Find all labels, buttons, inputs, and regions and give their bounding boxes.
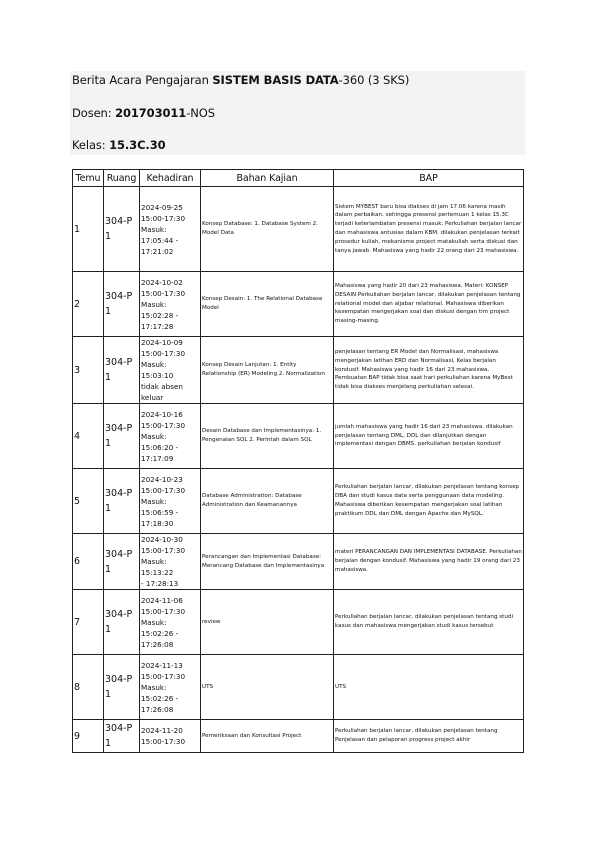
- kehadiran-line: 2024-11-13: [141, 660, 183, 670]
- bap-cell: Mahasiswa yang hadir 20 dari 23 mahasiswa. Materi: KONSEP DESAIN Perkuliahan berjalan lancar, dilakukan penjelasan tentang relational model dan aljabar relational. Mahasiswa diberikan kesempatan mengerjakan soal dan diskusi dengan tim project masing-masing.: [334, 272, 524, 337]
- kehadiran-line: 2024-11-06: [141, 595, 183, 605]
- table-row: [73, 272, 524, 337]
- table-body: [73, 187, 524, 753]
- kehadiran-cell: [140, 655, 201, 720]
- kehadiran-line: 15:00-17:30: [141, 606, 186, 616]
- temu-cell: 6: [73, 534, 104, 590]
- bap-cell: materi PERANCANGAN DAN IMPLEMENTASI DATABASE. Perkuliahan berjalan dengan kondusif. Mahasiswa yang hadir 19 orang dari 23 mahasiswa.: [334, 534, 524, 590]
- kehadiran-line: 15:00-17:30: [141, 420, 186, 430]
- kehadiran-line: Masuk:: [141, 682, 167, 692]
- kehadiran-line: tidak absen: [141, 382, 183, 391]
- temu-cell: 7: [73, 590, 104, 655]
- bahan-kajian-cell: Desain Database dan Implementasinya: 1. Pengenalan SQL 2. Perintah dalam SQL: [201, 404, 334, 469]
- kehadiran-line: 2024-10-16: [141, 409, 183, 419]
- kehadiran-line: 17:26:08: [141, 704, 174, 714]
- temu-cell: 3: [73, 337, 104, 404]
- temu-cell: 8: [73, 655, 104, 720]
- ruang-cell: 304-P1: [104, 534, 140, 590]
- ruang-cell: 304-P1: [104, 187, 140, 272]
- kehadiran-line: 2024-10-09: [141, 338, 183, 347]
- kehadiran-line: 17:05:44 -: [141, 235, 179, 245]
- bahan-kajian-cell: Konsep Desain: 1. The Relational Database Model: [201, 272, 334, 337]
- kehadiran-line: 2024-09-25: [141, 202, 183, 212]
- lecturer-suffix: -NOS: [186, 106, 215, 120]
- header-bap: BAP: [334, 170, 524, 187]
- bahan-kajian-cell: Pemeriksaan dan Konsultasi Project: [201, 720, 334, 753]
- ruang-cell: 304-P1: [104, 404, 140, 469]
- header-kehadiran: Kehadiran: [140, 170, 201, 187]
- kehadiran-line: Masuk:: [141, 617, 167, 627]
- kehadiran-cell: [140, 720, 201, 753]
- table-row: [73, 590, 524, 655]
- kehadiran-line: 15:00-17:30: [141, 213, 186, 223]
- kehadiran-line: - 17:28:13: [141, 579, 179, 588]
- kehadiran-line: 15:06:20 -: [141, 442, 179, 452]
- class-value: 15.3C.30: [109, 138, 166, 152]
- kehadiran-cell: [140, 404, 201, 469]
- bap-cell: penjelasan tentang ER Model dan Normalisasi, mahasiswa mengerjakan latihan ERD dan Normalisasi, Kelas berjalan kondusif. Mahasiswa yang hadir 16 dari 23 mahasiswa. Pembuatan BAP tidak bisa saat hari perkuliahan karena MyBest tidak bisa diakses menjelang perkuliahan selesai.: [334, 337, 524, 404]
- header-ruang: Ruang: [104, 170, 140, 187]
- lecturer-id: 201703011: [115, 106, 187, 120]
- bahan-kajian-cell: Database Administration: Database Administration dan Keamanannya: [201, 469, 334, 534]
- temu-cell: 4: [73, 404, 104, 469]
- ruang-cell: 304-P1: [104, 469, 140, 534]
- kehadiran-line: Masuk:: [141, 224, 167, 234]
- kehadiran-line: 15:02:26 -: [141, 628, 179, 638]
- kehadiran-line: 17:18:30: [141, 518, 174, 528]
- kehadiran-line: keluar: [141, 393, 164, 402]
- ruang-cell: 304-P1: [104, 337, 140, 404]
- class-label: Kelas:: [72, 138, 110, 152]
- table-row: [73, 655, 524, 720]
- table-row: [73, 534, 524, 590]
- kehadiran-line: 15:06:59 -: [141, 507, 179, 517]
- lecturer-line: [72, 106, 215, 120]
- temu-cell: 1: [73, 187, 104, 272]
- kehadiran-line: 15:02:28 -: [141, 310, 179, 320]
- bap-cell: UTS: [334, 655, 524, 720]
- kehadiran-line: 15:00-17:30: [141, 349, 186, 358]
- kehadiran-cell: [140, 337, 201, 404]
- table-header-row: [73, 170, 524, 187]
- temu-cell: 5: [73, 469, 104, 534]
- kehadiran-line: 2024-10-02: [141, 277, 183, 287]
- kehadiran-line: 17:17:28: [141, 321, 174, 331]
- kehadiran-line: 2024-11-20: [141, 726, 183, 735]
- bap-cell: Perkuliahan berjalan lancar, dilakukan penjelasan tentang Penjelasan dan pelaporan progress project akhir: [334, 720, 524, 753]
- temu-cell: 2: [73, 272, 104, 337]
- kehadiran-line: 17:21:02: [141, 246, 174, 256]
- bahan-kajian-cell: Konsep Desain Lanjutan: 1. Entity Relationship (ER) Modeling 2. Normalization: [201, 337, 334, 404]
- bap-cell: Perkuliahan berjalan lancar, dilakukan penjelasan tentang studi kasus dan mahasiswa mengerjakan studi kasus tersebut: [334, 590, 524, 655]
- ruang-cell: 304-P1: [104, 272, 140, 337]
- kehadiran-line: 17:26:08: [141, 639, 174, 649]
- kehadiran-line: Masuk: 15:13:22: [141, 557, 174, 577]
- kehadiran-line: 15:00-17:30: [141, 737, 186, 746]
- table-row: [73, 404, 524, 469]
- lecturer-label: Dosen:: [72, 106, 116, 120]
- bap-table: [72, 169, 524, 753]
- kehadiran-line: Masuk:: [141, 431, 167, 441]
- table-row: [73, 187, 524, 272]
- bahan-kajian-cell: Perancangan dan Implementasi Database: Merancang Database dan Implementasinya: [201, 534, 334, 590]
- kehadiran-line: 15:00-17:30: [141, 485, 186, 495]
- bahan-kajian-cell: UTS: [201, 655, 334, 720]
- ruang-cell: 304-P1: [104, 655, 140, 720]
- bap-cell: Sistem MYBEST baru bisa diakses di jam 17.06 karena masih dalam perbaikan. sehingga presensi pertemuan 1 kelas 15.3C terjadi keterlambatan presensi masuk. Perkuliahan berjalan lancar dan mahasiswa antusias dalam KBM. dilakukan penjelasan terkait prosedur kuliah, mekanisme project matakuliah serta diskusi dan tanya jawab. Mahasiswa yang hadir 22 orang dari 23 mahasiswa.: [334, 187, 524, 272]
- kehadiran-line: Masuk: 15:03:10: [141, 360, 174, 380]
- table-row: [73, 720, 524, 753]
- ruang-cell: 304-P1: [104, 720, 140, 753]
- ruang-cell: 304-P1: [104, 590, 140, 655]
- kehadiran-line: 17:17:09: [141, 453, 174, 463]
- title-prefix: Berita Acara Pengajaran: [72, 73, 213, 87]
- bap-cell: jumlah mahasiswa yang hadir 16 dari 23 mahasiswa. dilakukan penjelasan tentang DML, DDL dan dilanjutkan dengan implementasi dengan DBMS. perkuliahan berjalan kondusif: [334, 404, 524, 469]
- bahan-kajian-cell: review: [201, 590, 334, 655]
- class-line: [72, 138, 166, 152]
- kehadiran-cell: [140, 272, 201, 337]
- bap-cell: Perkuliahan berjalan lancar, dilakukan penjelasan tentang konsep DBA dan studi kasus data serta penggunaan data modeling. Mahasiswa diberikan kesempatan mengerjakan soal latihan praktikum DDL dan DML dengan Apache dan MySQL.: [334, 469, 524, 534]
- course-name: SISTEM BASIS DATA: [212, 73, 339, 87]
- bahan-kajian-cell: Konsep Database: 1. Database System 2. Model Data: [201, 187, 334, 272]
- kehadiran-line: 2024-10-23: [141, 474, 183, 484]
- kehadiran-cell: [140, 469, 201, 534]
- kehadiran-line: Masuk:: [141, 299, 167, 309]
- kehadiran-cell: [140, 590, 201, 655]
- kehadiran-line: Masuk:: [141, 496, 167, 506]
- kehadiran-line: 15:00-17:30: [141, 288, 186, 298]
- kehadiran-line: 15:02:26 -: [141, 693, 179, 703]
- kehadiran-cell: [140, 187, 201, 272]
- course-suffix: -360 (3 SKS): [338, 73, 410, 87]
- kehadiran-line: 2024-10-30: [141, 535, 183, 544]
- kehadiran-cell: [140, 534, 201, 590]
- table-row: [73, 337, 524, 404]
- header-temu: Temu: [73, 170, 104, 187]
- header-bahan-kajian: Bahan Kajian: [201, 170, 334, 187]
- document-title: [72, 73, 409, 87]
- kehadiran-line: 15:00-17:30: [141, 546, 186, 555]
- table-row: [73, 469, 524, 534]
- kehadiran-line: 15:00-17:30: [141, 671, 186, 681]
- temu-cell: 9: [73, 720, 104, 753]
